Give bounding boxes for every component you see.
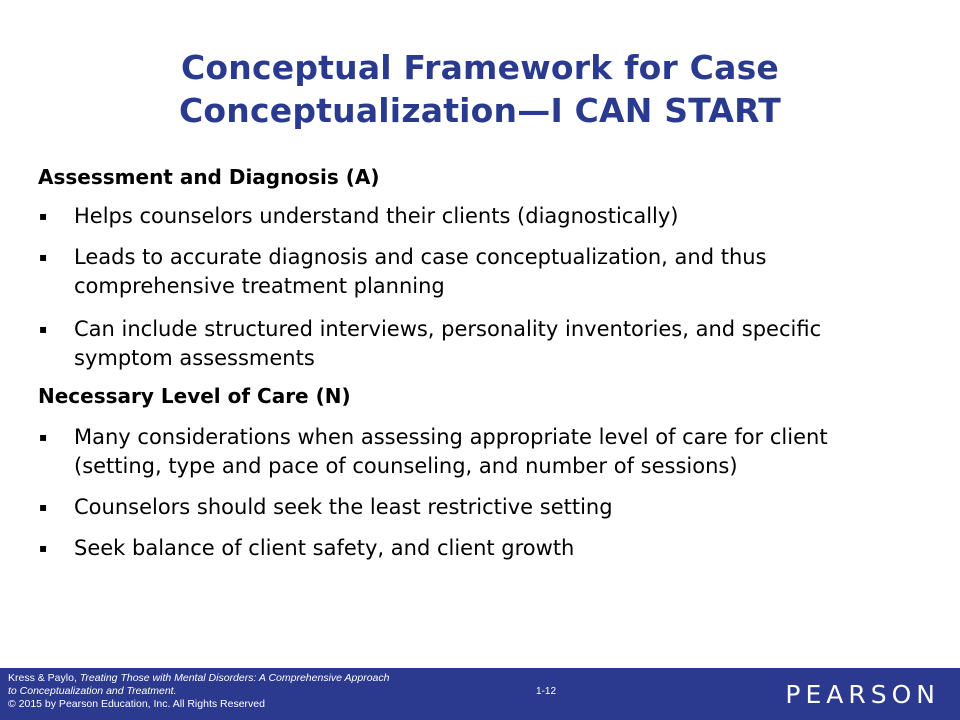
bullet-item xyxy=(38,243,918,301)
section-heading-assessment: Assessment and Diagnosis (A) xyxy=(38,165,380,189)
bullet-item xyxy=(38,315,918,373)
footer-citation xyxy=(8,672,488,711)
bullet-text: Counselors should seek the least restrictive setting xyxy=(74,495,613,519)
section-heading-level-of-care: Necessary Level of Care (N) xyxy=(38,384,351,408)
bullet-item xyxy=(38,534,918,563)
slide-title xyxy=(60,46,900,132)
footer-book-title-2: to Conceptualization and Treatment. xyxy=(8,685,177,697)
slide-content xyxy=(38,164,918,563)
bullet-text: Can include structured interviews, personality inventories, and specific symptom assessments xyxy=(74,317,822,370)
bullet-marker-icon: ▪ xyxy=(39,541,48,555)
bullet-marker-icon: ▪ xyxy=(39,500,48,514)
bullet-text: Seek balance of client safety, and client growth xyxy=(74,536,575,560)
bullet-item xyxy=(38,202,918,231)
slide-title-line-1: Conceptual Framework for Case xyxy=(181,48,779,87)
bullet-marker-icon: ▪ xyxy=(39,430,48,444)
bullet-marker-icon: ▪ xyxy=(39,209,48,223)
footer-authors: Kress & Paylo, xyxy=(8,672,80,684)
footer-book-title-1: Treating Those with Mental Disorders: A Comprehensive Approach xyxy=(79,672,390,684)
page-number: 1-12 xyxy=(536,686,557,697)
footer-bar xyxy=(0,668,960,720)
footer-citation-line-1 xyxy=(8,672,488,685)
footer-citation-line-2 xyxy=(8,685,488,698)
bullet-text: Helps counselors understand their clients (diagnostically) xyxy=(74,204,679,228)
footer-copyright: © 2015 by Pearson Education, Inc. All Rights Reserved xyxy=(8,698,265,710)
bullet-item xyxy=(38,423,918,481)
bullet-item xyxy=(38,493,918,522)
bullet-text: Many considerations when assessing appropriate level of care for client (setting, type and pace of counseling, and number of sessions) xyxy=(74,425,828,478)
pearson-logo: PEARSON xyxy=(785,680,940,709)
slide-title-line-2: Conceptualization—I CAN START xyxy=(179,91,781,130)
bullet-text: Leads to accurate diagnosis and case conceptualization, and thus comprehensive treatment planning xyxy=(74,245,767,298)
bullet-marker-icon: ▪ xyxy=(39,322,48,336)
bullet-marker-icon: ▪ xyxy=(39,250,48,264)
